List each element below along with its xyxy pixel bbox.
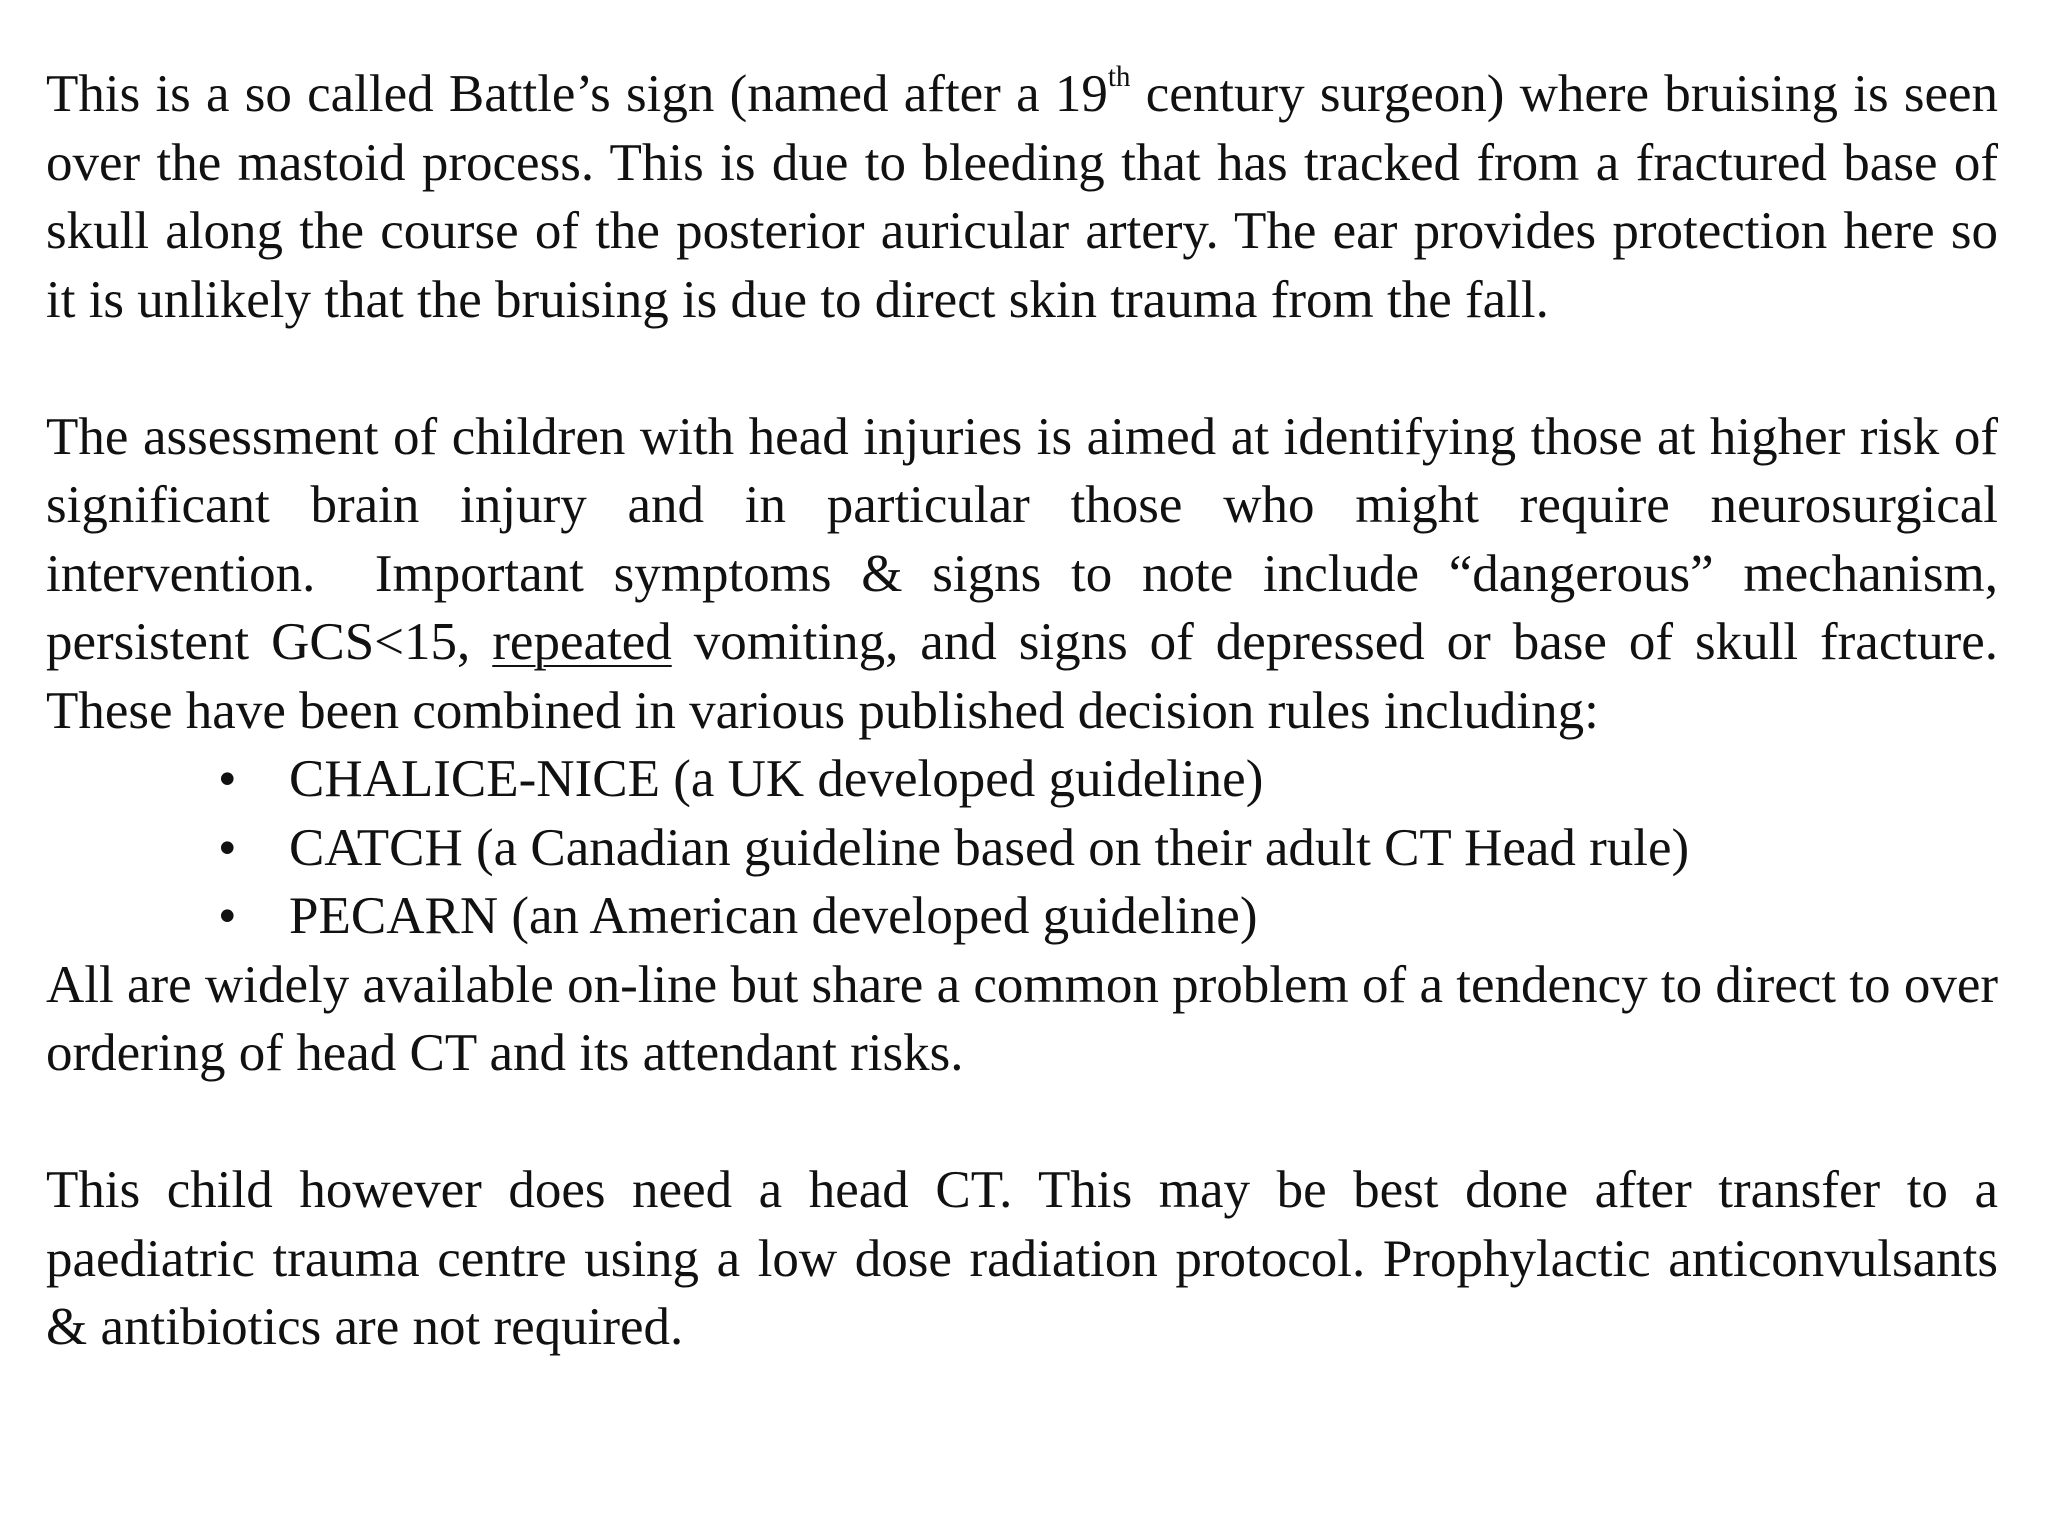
- management-paragraph: This child however does need a head CT. This may be best done after transfer to a paediatric trauma centre using a low dose radiation protocol. Prophylactic anticonvulsants & antibiotics are not required.: [46, 1161, 1998, 1356]
- availability-paragraph: All are widely available on-line but share a common problem of a tendency to direct to over ordering of head CT and its attendant risks.: [46, 955, 1998, 1082]
- assessment-text-start: The assessment of children with head injuries is aimed at identifying those at higher risk of significant brain injury and in particular those who might require neurosurgical intervention. Important symptoms & signs to note include “dangerous” mechanism, persistent GCS<15,: [46, 407, 1998, 671]
- underlined-word: repeated: [492, 613, 672, 671]
- bullet-icon: •: [218, 818, 237, 877]
- bullet-icon: •: [218, 887, 237, 945]
- list-item-label: CATCH (a Canadian guideline based on their adult CT Head rule): [289, 818, 1690, 877]
- bullet-icon: •: [218, 750, 237, 808]
- list-item-chalice: [46, 745, 1998, 814]
- battles-sign-paragraph: [46, 60, 1998, 334]
- battles-sign-text-start: This is a so called Battle’s sign (named after a 19: [46, 65, 1108, 123]
- ordinal-superscript: th: [1107, 61, 1131, 94]
- assessment-text-end: vomiting, and signs of depressed or base of skull fracture. These have been combined in various published decision rules including:: [46, 613, 1998, 740]
- battles-sign-text-end: century surgeon) where bruising is seen over the mastoid process. This is due to bleeding that has tracked from a fractured base of skull along the course of the posterior auricular artery. The ear provides protection here so it is unlikely that the bruising is due to direct skin trauma from the fall.: [46, 65, 1998, 329]
- list-item-pecarn: [46, 882, 1998, 951]
- document-body: [46, 60, 1998, 1362]
- list-item-label: CHALICE-NICE (a UK developed guideline): [289, 750, 1264, 808]
- list-item-label: PECARN (an American developed guideline): [289, 887, 1258, 945]
- assessment-paragraph: [46, 403, 1998, 746]
- list-item-catch: [46, 814, 1998, 883]
- decision-rules-list: [46, 745, 1998, 951]
